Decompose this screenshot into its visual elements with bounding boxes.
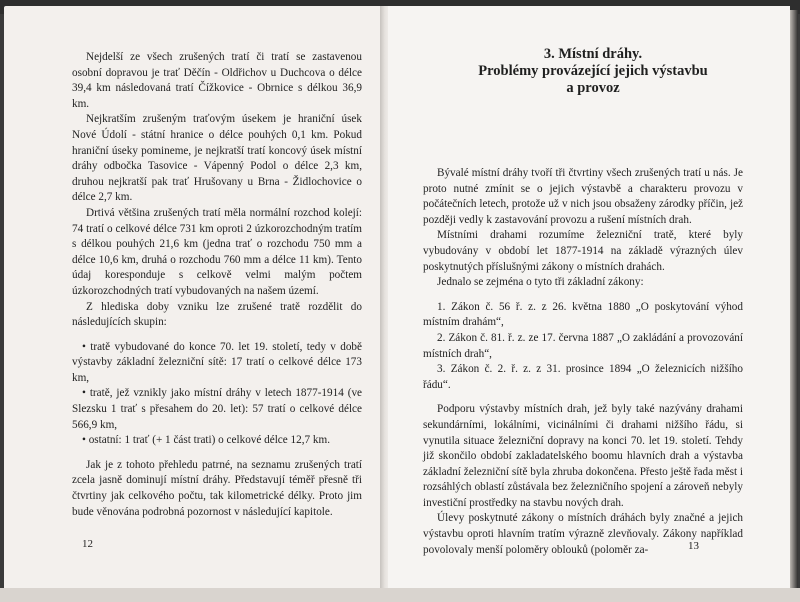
left-page (4, 6, 383, 588)
right-page-text (423, 166, 743, 558)
page-number: 13 (688, 540, 699, 552)
chapter-title-line: Problémy provázející jejich výstavbu (478, 63, 708, 79)
chapter-title-line: 3. Místní dráhy. (543, 46, 643, 62)
paragraph: Úlevy poskytnuté zákony o místních dráhách byly značné a jejich výstavbu oproti hlavním tratím výrazně zlevňovaly. Zákony například povolovaly menší poloměry oblouků (poloměr za- (423, 512, 743, 556)
right-page (388, 6, 790, 588)
book-edge (790, 10, 798, 588)
law-item: 3. Zákon č. 2. ř. z. z 31. prosince 1894 „O železnicích nižšího řádu“. (423, 363, 743, 391)
bullet-item: • tratě vybudované do konce 70. let 19. století, tedy v době výstavby základní železniční sítě: 17 tratí o celkové délce 173 km, (72, 340, 362, 384)
paragraph: Z hlediska doby vzniku lze zrušené tratě rozdělit do následujících skupin: (72, 300, 362, 329)
bullet-item: • ostatní: 1 trať (+ 1 část trati) o celkové délce 12,7 km. (82, 434, 331, 447)
paragraph: Jak je z tohoto přehledu patrné, na seznamu zrušených tratí zcela jasně dominují místní dráhy. Představují téměř přesně tři čtvrtiny jak celkového počtu, tak kilometrické délky. Proto jim bude věnována podrobná pozornost v následující kapitole. (72, 458, 362, 518)
chapter-title-line: a provoz (566, 80, 620, 96)
paragraph: Nejdelší ze všech zrušených tratí či tratí se zastavenou osobní dopravou je trať Děčín - Oldřichov u Duchcova o délce 39,4 km následovaná tratí Čížkovice - Obrnice s délkou 36,9 km. (72, 51, 362, 110)
paragraph: Nejkratším zrušeným traťovým úsekem je hraniční úsek Nové Údolí - státní hranice o délce pouhých 0,1 km. Pokud hraniční úseky pomineme, je nejkratší tratí koncový úsek místní dráhy odbočka Tasovice - Vápenný Podol o délce 2,3 km, druhou nejkratší pak trať Hrušovany u Brna - Židlochovice o délce 2,7 km. (72, 113, 362, 204)
page-number: 12 (82, 538, 93, 550)
paragraph: Drtivá většina zrušených tratí měla normální rozchod kolejí: 74 tratí o celkové délce 731 km oproti 2 úzkorozchodným tratím s délkou pouhých 21,6 km (jedna trať o rozchodu 750 mm a délce 10,6 km, druhá o rozchodu 760 mm a délce 11 km). Tento údaj koresponduje s celkově velmi malým počtem úzkorozchodných tratí vybudovaných na našem území. (72, 206, 362, 297)
law-item: 2. Zákon č. 81. ř. z. ze 17. června 1887 „O zakládání a provozování místních drah“, (423, 331, 743, 360)
left-page-text (72, 50, 362, 520)
chapter-title (448, 46, 738, 97)
background-bottom (0, 588, 800, 602)
paragraph: Místními drahami rozumíme železniční tratě, které byly vybudovány v období let 1877-1914 na základě výrazných úlev poskytnutých příslušnými zákony o místních drahách. (423, 229, 743, 273)
bullet-item: • tratě, jež vznikly jako místní dráhy v letech 1877-1914 (ve Slezsku 1 trať s přesahem do 20. let): 57 tratí o celkové délce 566,9 km, (72, 387, 362, 431)
law-item: 1. Zákon č. 56 ř. z. z 26. května 1880 „O poskytování výhod místním drahám“, (423, 300, 743, 329)
paragraph: Jednalo se zejména o tyto tři základní zákony: (437, 276, 644, 289)
paragraph: Bývalé místní dráhy tvoří tři čtvrtiny všech zrušených tratí u nás. Je proto nutné zmínit se o jejich výstavbě a charakteru provozu v počátečních letech, protože už v nich jsou obsaženy zárodky příčin, jež později vedly k zastavování provozu a rušení místních drah. (423, 167, 743, 226)
paragraph: Podporu výstavby místních drah, jež byly také nazývány drahami sekundárními, lokálními, vicinálními či drahami nižšího řádu, si vynutila situace železniční dopravy na konci 70. let 19. století. Tehdy již skončilo období zakladatelského boomu hlavních drah a výstavba základní železniční sítě byla zhruba dokončena. Přesto ještě řada měst i rozsáhlých oblastí zůstávala bez železničního spojení a zároveň nebyly investiční prostředky na stavbu nových drah. (423, 403, 743, 509)
